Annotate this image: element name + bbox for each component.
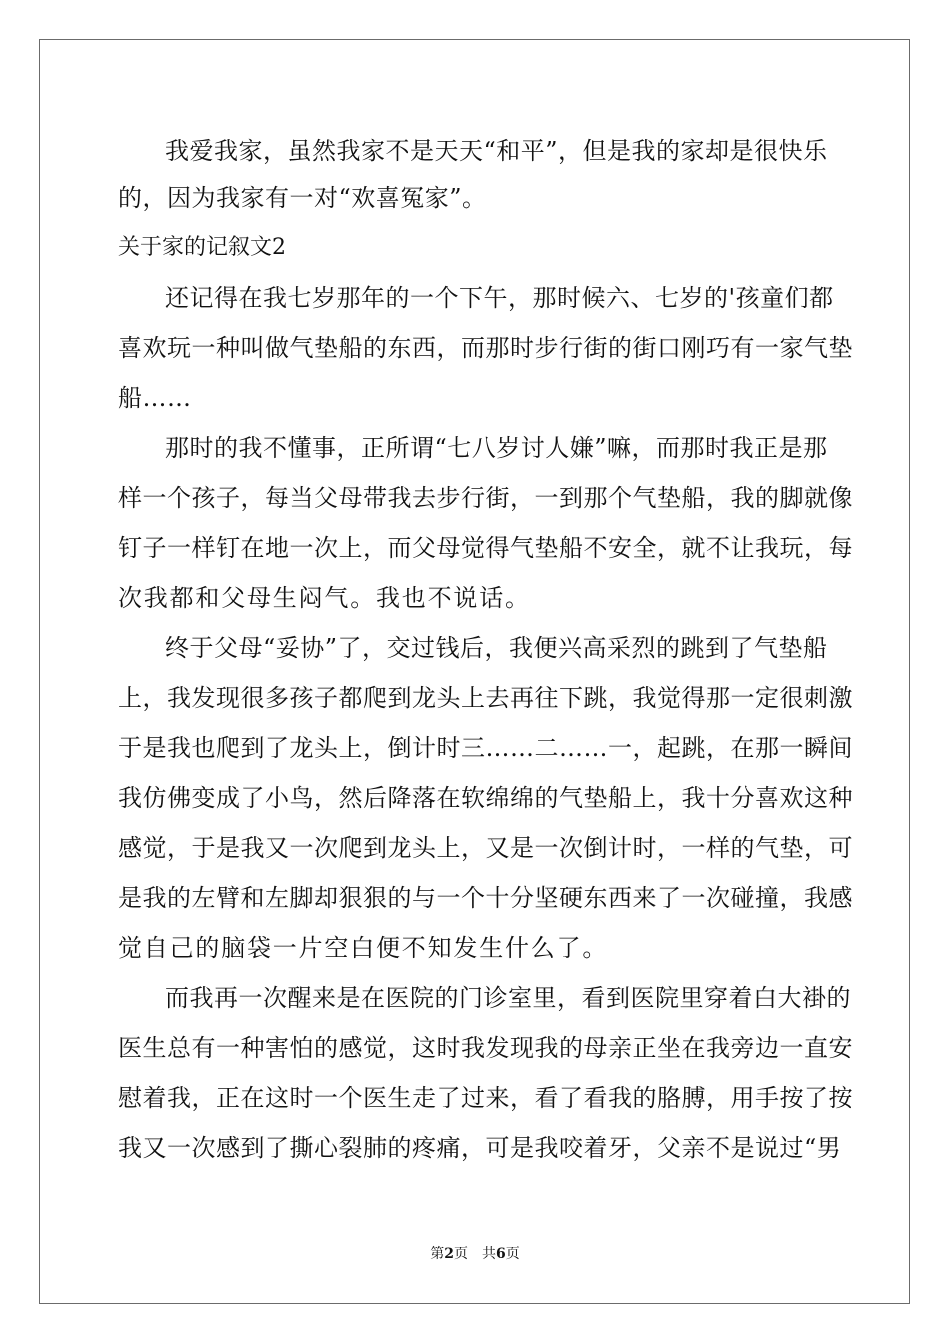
paragraph-line: 是我的左臂和左脚却狠狠的与一个十分坚硬东西来了一次碰撞，我感 (118, 884, 853, 912)
paragraph-line: 上，我发现很多孩子都爬到龙头上去再往下跳，我觉得那一定很刺激 (118, 684, 853, 712)
current-page-number: 2 (444, 1246, 454, 1262)
page-footer (0, 1245, 950, 1263)
paragraph-line: 还记得在我七岁那年的一个下午，那时候六、七岁的'孩童们都 (165, 284, 834, 312)
paragraph-line: 慰着我，正在这时一个医生走了过来，看了看我的胳膊，用手按了按 (118, 1084, 853, 1112)
paragraph-line: 那时的我不懂事，正所谓“七八岁讨人嫌”嘛，而那时我正是那 (165, 434, 828, 462)
paragraph-line: 船…… (118, 384, 192, 412)
page-label-suffix: 页 (505, 1246, 520, 1262)
paragraph-line: 喜欢玩一种叫做气垫船的东西，而那时步行街的街口刚巧有一家气垫 (118, 334, 853, 362)
paragraph-line: 的，因为我家有一对“欢喜冤家”。 (118, 184, 487, 212)
section-heading: 关于家的记叙文2 (118, 235, 286, 260)
paragraph-line: 于是我也爬到了龙头上，倒计时三……二……一，起跳，在那一瞬间 (118, 734, 853, 762)
paragraph-line: 次我都和父母生闷气。我也不说话。 (118, 584, 531, 612)
paragraph-line: 我爱我家，虽然我家不是天天“和平”，但是我的家却是很快乐 (165, 137, 828, 165)
page-label-mid: 页 共 (454, 1246, 496, 1262)
paragraph-line: 我又一次感到了撕心裂肺的疼痛，可是我咬着牙，父亲不是说过“男 (118, 1134, 842, 1162)
page-border (39, 39, 910, 1304)
paragraph-line: 样一个孩子，每当父母带我去步行街，一到那个气垫船，我的脚就像 (118, 484, 853, 512)
paragraph-line: 钉子一样钉在地一次上，而父母觉得气垫船不安全，就不让我玩，每 (118, 534, 853, 562)
paragraph-line: 感觉，于是我又一次爬到龙头上，又是一次倒计时，一样的气垫，可 (118, 834, 853, 862)
total-pages-number: 6 (496, 1246, 506, 1262)
page-label-prefix: 第 (430, 1246, 445, 1262)
paragraph-line: 终于父母“妥协”了，交过钱后，我便兴高采烈的跳到了气垫船 (165, 634, 828, 662)
paragraph-line: 觉自己的脑袋一片空白便不知发生什么了。 (118, 934, 609, 962)
paragraph-line: 我仿佛变成了小鸟，然后降落在软绵绵的气垫船上，我十分喜欢这种 (118, 784, 853, 812)
paragraph-line: 而我再一次醒来是在医院的门诊室里，看到医院里穿着白大褂的 (165, 984, 851, 1012)
paragraph-line: 医生总有一种害怕的感觉，这时我发现我的母亲正坐在我旁边一直安 (118, 1034, 853, 1062)
